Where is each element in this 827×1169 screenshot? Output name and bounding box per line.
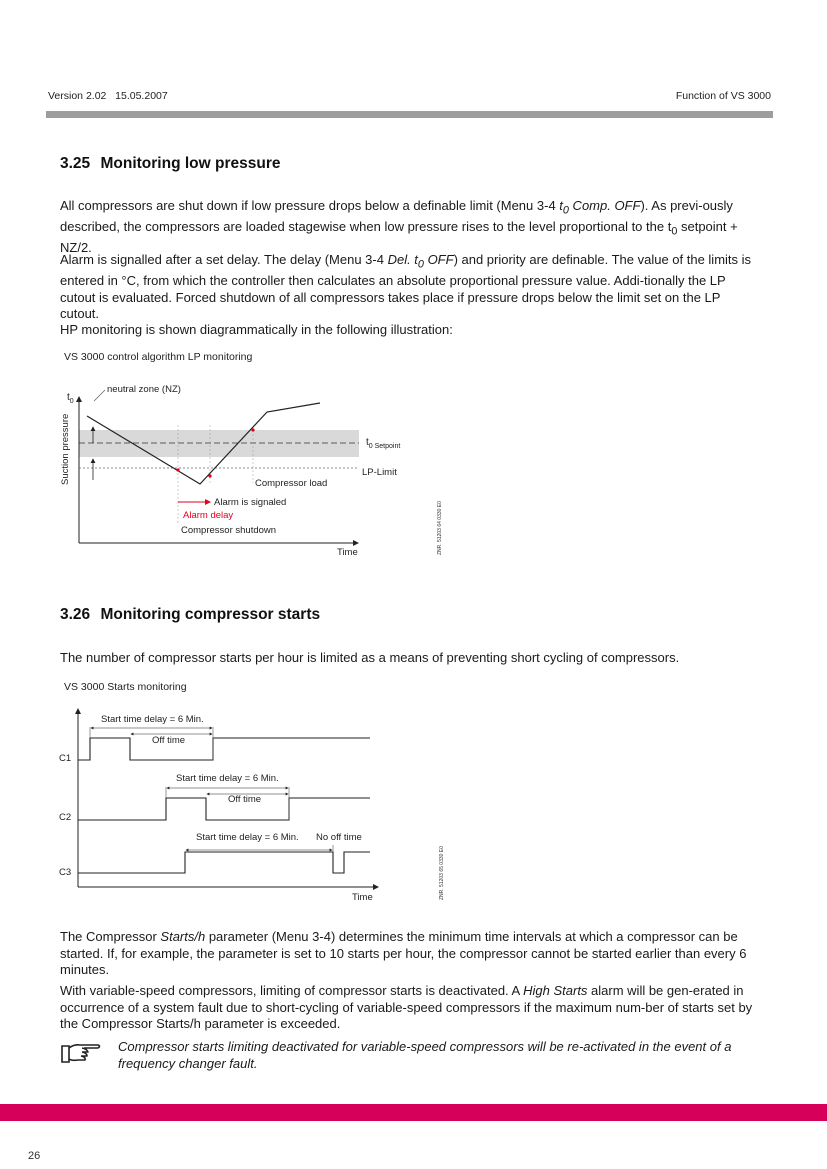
text: parameter (Menu 3-4) determines the minimum time intervals at which a compressor can be started. If, for example, the parameter is set to 10 starts per hour, the compressor cannot be started earlier than every 6 minutes. [60,929,747,977]
paragraph-starts-intro: The number of compressor starts per hour is limited as a means of preventing short cycling of compressors. [60,650,680,665]
text: Comp. OFF [568,198,641,213]
neutral-zone-band [79,430,359,457]
section-number: 3.25 [60,155,91,172]
alarm-signaled-label: Alarm is signaled [214,497,287,508]
text: The Compressor [60,929,161,944]
text: ). As previ-ously described, the compressors are loaded stagewise when low pressure rises to the level proportional to the [60,198,733,235]
text: t [559,198,563,213]
subscript: 0 [562,204,569,217]
header-rule [46,111,773,118]
paragraph-lp-shutdown [60,198,760,257]
italic-term: Starts/h [160,929,206,944]
version-label: Version 2.02 [48,90,107,102]
alarm-point [208,474,211,477]
paragraph-starts-parameter [60,929,760,979]
text: Alarm is signalled after a set delay. The delay (Menu 3-4 [60,252,388,267]
nz-leader [94,390,105,401]
c3-label: C3 [59,867,72,878]
text: Del. t [387,252,418,267]
c2-off-time-label: Off time [228,794,262,805]
paragraph-alarm-delay [60,252,760,323]
c1-start-delay-label: Start time delay = 6 Min. [101,714,204,725]
section-title: Monitoring low pressure [100,155,281,172]
section-number: 3.26 [60,606,91,623]
c2-label: C2 [59,812,72,823]
c3-signal [78,852,370,873]
shutdown-point [176,468,179,471]
starts-monitoring-diagram [50,705,450,905]
c2-start-delay-label: Start time delay = 6 Min. [176,773,279,784]
time-axis-label: Time [352,892,373,903]
setpoint-label: $t_{0 Setpoint}$ [366,437,401,450]
section-heading-3-25 [60,155,280,173]
c1-signal [78,738,370,760]
text: ) and priority are definable. The value of the limits is entered in °C, from which the controller then calculates an absolute proportional pressure value. Addi-tionally the LP cutout is evaluated. Forced shutdown of all compressors takes place if pressure drops below the limit set on the LP cutout. [60,252,752,322]
figure-reference: ZNR. 51203 64 0330 E0 [437,501,443,555]
section-heading-3-26 [60,606,320,624]
paragraph-variable-speed [60,983,760,1033]
subscript: 0 [417,258,424,271]
compressor-load-label: Compressor load [255,478,328,489]
note-variable-speed: Compressor starts limiting deactivated for variable-speed compressors will be re-activated in the event of a frequency changer fault. [118,1039,732,1071]
figure-reference: ZNR. 51203 65 0330 E0 [439,846,445,900]
italic-term: High Starts [523,983,588,998]
page-number: 26 [28,1150,41,1162]
neutral-zone-label: neutral zone (NZ) [107,384,181,395]
section-title: Monitoring compressor starts [100,606,321,623]
t0-label: $t_0$ [67,392,74,405]
footer-brand-bar [0,1104,827,1121]
subscript: 0 [671,225,678,238]
y-axis-label: Suction pressure [60,413,71,485]
text: alarm will be gen-erated in occurrence of a system fault due to short-cycling of variable-speed compressors if the maximum num-ber of starts set by the Compressor Starts/h parameter is exceeded. [60,983,753,1031]
pointing-hand-icon [60,1040,102,1066]
text: setpoint + NZ/2. [60,219,738,256]
alarm-delay-label: Alarm delay [183,510,234,521]
figure-caption-starts: VS 3000 Starts monitoring [64,681,187,693]
compressor-shutdown-label: Compressor shutdown [181,525,277,536]
header-title: Function of VS 3000 [675,90,771,102]
text: t [667,219,672,235]
text: All compressors are shut down if low pressure drops below a definable limit (Menu 3-4 [60,198,560,213]
text: With variable-speed compressors, limiting of compressor starts is deactivated. A [60,983,524,998]
c2-signal [78,798,370,820]
paragraph-hp-intro: HP monitoring is shown diagrammatically in the following illustration: [60,322,453,337]
load-point [251,428,254,431]
figure-caption-lp: VS 3000 control algorithm LP monitoring [64,351,253,363]
c1-label: C1 [59,753,72,764]
version-date: 15.05.2007 [115,90,168,102]
c3-start-delay-label: Start time delay = 6 Min. [196,832,299,843]
time-axis-label: Time [337,547,358,558]
no-off-time-label: No off time [316,832,362,843]
header-version [48,90,168,102]
text: OFF [423,252,454,267]
lp-monitoring-diagram [50,375,450,565]
c1-off-time-label: Off time [152,735,186,746]
lp-limit-label: LP-Limit [362,467,397,478]
